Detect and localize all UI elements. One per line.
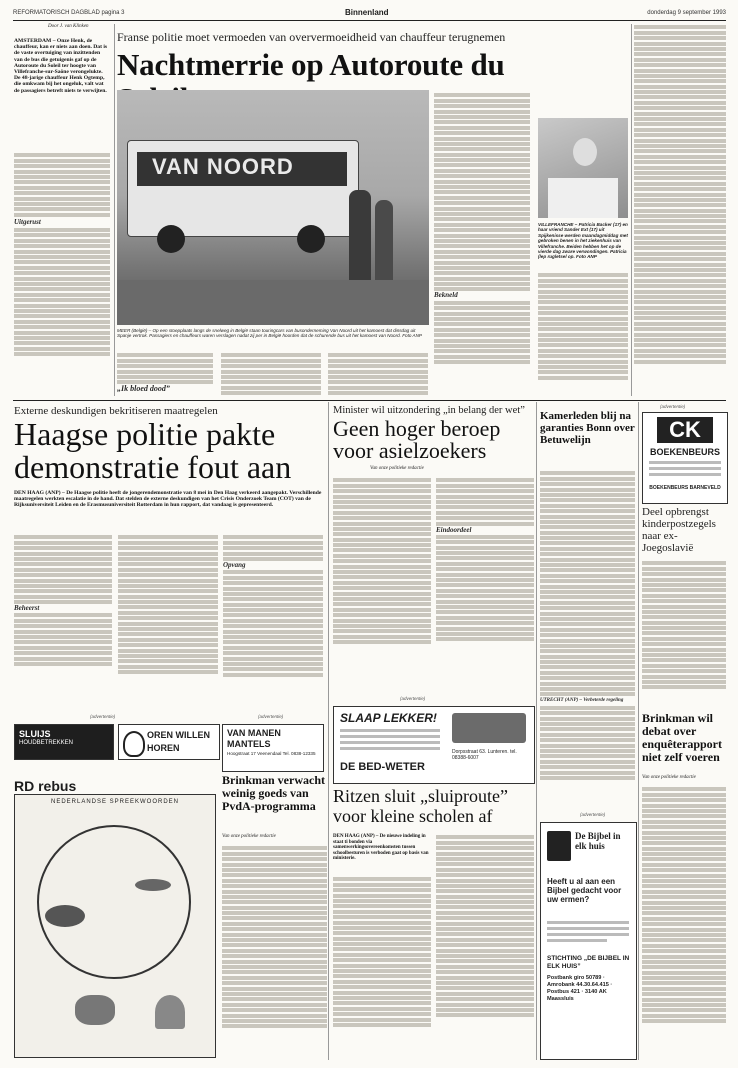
col-divider [536,402,537,1060]
header-section: Binnenland [345,8,389,17]
story3-byline: Van onze politieke redactie [370,466,424,471]
sluijs-subtitle: HOUDBETREKKEN [19,740,74,746]
story1-subhead-bekneld: Bekneld [434,291,458,300]
bijbel-logo-text: De Bijbel in elk huis [575,831,621,851]
oren-line2: HOREN [147,743,180,753]
col-divider [631,24,632,396]
ear-icon [123,731,145,757]
ad-van-manen-mantels[interactable] [222,724,324,772]
story2-kicker: Externe deskundigen bekritiseren maatregelen [14,405,218,417]
bedweter-address: Dorpsstraat 63. Lunteren. tel. 08388-6007 [452,749,517,761]
story7-headline: Deel opbrengst kinderpostzegels naar ex-Joegoslavië [642,506,716,554]
story1-photo-caption: MEER (België) – Op een stoepplaats langs de snelweg in België staan touringcars van busonderneming Van Noord uit het kamoest dat dinsdag uit Spanje vertrok. Passagiers en chauffeurs waren verslagen nadat zij per in België hoorden dat de schurende bus uit het kamoest van Noord. Foto ANP [117,328,422,339]
bijbel-question: Heeft u al aan een Bijbel gedacht voor uw ermen? [547,877,622,904]
rebus-puzzle [14,794,216,1058]
story2-subhead-beheerst: Beheerst [14,604,40,613]
story3-subhead-eindoordeel: Eindoordeel [436,525,472,534]
sluijs-title: SLUIJS [19,729,51,739]
story8-body [642,786,726,1058]
col-divider [328,402,329,1060]
ad-de-bed-weter[interactable] [333,706,535,784]
story6-body-col1 [333,876,431,1056]
fold-rule [13,400,726,401]
bedweter-logo: DE BED-WETER [340,761,425,773]
ad-label-vanmanen: (advertentie) [258,714,284,719]
story1-body-col1 [14,152,110,392]
oren-line1: OREN WILLEN [147,730,210,740]
ad-label-bedweter: (advertentie) [400,696,426,701]
ad-label-ck: (advertentie) [660,404,686,409]
rebus-pig-icon [45,905,85,927]
story1-body-col2 [117,352,213,397]
story1-bus-photo [117,90,429,325]
rebus-bell-icon [155,995,185,1029]
story2-body-col1 [14,534,112,714]
story2-lead: DEN HAAG (ANP) – De Haagse politie heeft de jongerendemonstratie van 8 mei in Den Haag verkeerd aangepakt. Verschillende maatregelen werkten escalatie in de hand. Dat stelden de externe deskundigen van het Crisis Onderzoek Team (COT) van de Rijksuniversiteit Leiden en de Erasmusuniversiteit Rotterdam in hun rapport, dat vandaag is gepresenteerd. [14,490,322,509]
story3-body-col1 [333,477,431,687]
story1-author: Door J. van Klinken [48,24,89,29]
story2-headline: Haagse politie pakte demonstratie fout aan [14,416,292,485]
col-divider [114,24,115,396]
story1-patient-photo [538,118,628,218]
story1-lead: AMSTERDAM – Onze Henk, de chauffeur, kan er niets aan doen. Dat is de vaste overtuiging van inzittenden van de bus die getuigenis gaf op de Autoroute du Soleil ter hoogte van Villefranche-sur-Saône verongelukte. De 48-jarige chauffeur Henk Ogtemp, die omkwam bij het ongeluk, valt wat de passagiers betreft niets te verwijten. [14,38,108,94]
story1-patient-caption: VILLEFRANCHE – Patricia Backer (17) en haar vriend Sander Ext (17) uit Spijkenisse werden maandagmiddag met gebroken benen in het ziekenhuis van Villefranche. Beiden hebben het op de vierde dag zware verwondingen. Patricia (lep rugletsel op. Foto ANP [538,222,628,260]
story1-headline: Nachtmerrie op Autoroute du [117,47,505,82]
story1-body-col6 [538,272,628,397]
header-rule [13,20,726,21]
col-divider [638,402,639,1060]
header-paper-name: REFORMATORISCH DAGBLAD pagina 3 [13,10,125,16]
rebus-title [14,776,124,792]
story4-subhead-utrecht: UTRECHT (ANP) – Verbeterde regeling [540,698,624,704]
rebus-fish-icon [135,879,171,891]
ck-subtitle: BOEKENBEURS BARNEVELD [649,485,721,491]
story1-kicker: Franse politie moet vermoeden van oververmoeidheid van chauffeur terugnemen [117,30,506,44]
bedweter-slogan: SLAAP LEKKER! [340,711,437,725]
ck-logo: CK [657,417,713,443]
story8-headline: Brinkman wil debat over enquêterapport niet zelf voeren [642,711,722,764]
story6-headline: Ritzen sluit „sluiproute” voor kleine scholen af [333,786,508,826]
story3-kicker: Minister wil uitzondering „in belang der wet” [333,405,525,416]
rebus-hand-icon [75,995,115,1025]
story2-subhead-opvang: Opvang [223,560,246,569]
story2-body-col2 [118,534,218,714]
rebus-logo: RD rebus [14,778,77,794]
story6-body-col2 [436,834,534,1056]
rebus-circle [37,825,191,979]
story7-body [642,560,726,710]
vanmanen-address: Hoogstraat 17 Veenendaal Tel. 0838-12335 [227,751,316,756]
story5-byline: Van onze politieke redactie [222,834,276,839]
story1-body-col5 [434,92,530,397]
bijbel-address: Postbank giro 50789 · Amrobank 44.30.64.415 · Postbus 421 · 3140 AK Maassluis [547,975,613,1002]
ad-sluijs[interactable] [14,724,114,760]
ck-title: BOEKENBEURS [649,447,720,457]
story8-byline: Van onze politieke redactie [642,775,696,780]
story3-headline: Geen hoger beroep voor asielzoekers [333,416,501,463]
story1-body-col7 [634,24,726,397]
ad-oren-willen-horen[interactable] [118,724,220,760]
story3-body-col2 [436,477,534,687]
vanmanen-line2: MANTELS [227,739,271,749]
story1-subhead-uitgerust: Uitgerust [14,217,41,226]
header-date: donderdag 9 september 1993 [647,10,726,16]
story6-lead: DEN HAAG (ANP) – De nieuwe indeling in staat ti bonden via samenwerkingsovereenkomsten tussen schoolbesturen is verboden gaat op basis van ministerie. [333,834,429,862]
bus-lettering: VAN NOORD [152,154,294,179]
rebus-subtitle: NEDERLANDSE SPREEKWOORDEN [50,799,180,805]
ad-label-sluijs: (advertentie) [90,714,116,719]
story4-body [540,470,635,800]
story1-body-col4 [328,352,428,397]
story5-headline: Brinkman verwacht weinig goeds van PvdA-programma [222,773,325,813]
ad-ck-boekenbeurs[interactable] [642,412,728,504]
story5-body [222,845,327,1057]
bed-illustration [452,713,526,743]
ad-bijbel-in-elk-huis[interactable] [540,822,637,1060]
story4-headline: Kamerleden blij na garanties Bonn over Betuwelijn [540,410,635,446]
story1-subhead-bloed: „Ik bloed dood” [117,384,170,394]
bijbel-stichting: STICHTING „DE BIJBEL IN ELK HUIS” [547,955,630,970]
story2-body-col3 [223,534,323,714]
ad-label-bijbel: (advertentie) [580,812,606,817]
bible-icon [547,831,571,861]
story1-body-col3 [221,352,321,397]
vanmanen-line1: VAN MANEN [227,728,281,738]
